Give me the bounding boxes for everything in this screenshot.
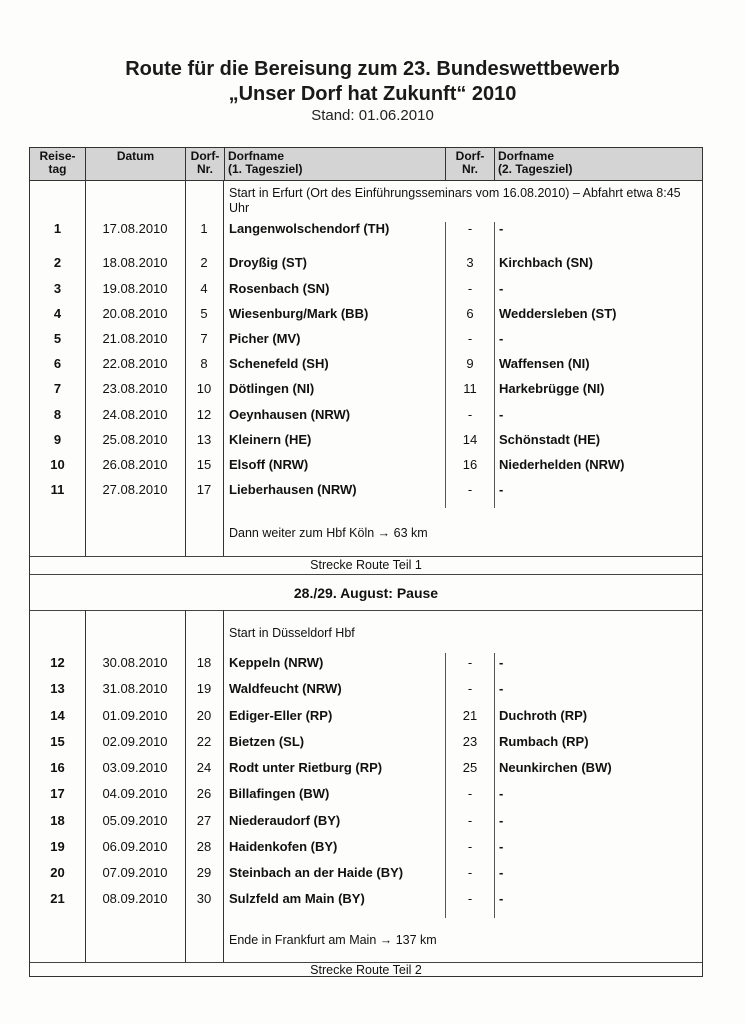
dorfname-1-cell: Billafingen (BW)	[229, 786, 330, 801]
dorfname-1-cell: Langenwolschendorf (TH)	[229, 221, 390, 236]
dorfname-1-cell: Wiesenburg/Mark (BB)	[229, 306, 369, 321]
dorfname-2-cell: Waffensen (NI)	[499, 356, 590, 371]
title-line-2: „Unser Dorf hat Zukunft“ 2010	[228, 83, 517, 105]
header-datum: Datum	[86, 148, 186, 180]
table-row	[30, 378, 702, 400]
dorf-nr-1-cell: 15	[196, 457, 212, 472]
reisetag-cell: 16	[50, 760, 65, 775]
table-row	[30, 678, 702, 700]
dorfname-1-cell: Kleinern (HE)	[229, 432, 312, 447]
dorfname-1-cell: Droyßig (ST)	[229, 255, 307, 270]
dorf-nr-1-cell: 22	[196, 734, 212, 749]
datum-cell: 08.09.2010	[102, 891, 168, 906]
dorf-nr-1-cell: 24	[196, 760, 212, 775]
header-dorf-nr-2: Dorf- Nr.	[446, 148, 495, 180]
dorf-nr-1-cell: 8	[200, 356, 208, 371]
table-row	[30, 652, 702, 674]
dorfname-2-cell: -	[499, 407, 504, 422]
dorf-nr-2-cell: 11	[463, 381, 477, 396]
table-row	[30, 888, 702, 910]
dorfname-1-cell: Rosenbach (SN)	[229, 281, 330, 296]
table-row	[30, 429, 702, 451]
dorf-nr-1-cell: 1	[200, 221, 208, 236]
reisetag-cell: 15	[50, 734, 65, 749]
table-row	[30, 218, 702, 240]
dorfname-1-cell: Lieberhausen (NRW)	[229, 482, 357, 497]
pause-label: 28./29. August: Pause	[293, 585, 439, 601]
dorf-nr-1-cell: 12	[196, 407, 212, 422]
datum-cell: 01.09.2010	[102, 708, 168, 723]
dorfname-2-cell: Kirchbach (SN)	[499, 255, 593, 270]
table-row	[30, 731, 702, 753]
route-table	[29, 147, 703, 977]
dorf-nr-1-cell: 20	[196, 708, 212, 723]
dorf-nr-2-cell: -	[467, 813, 473, 828]
row-divider	[30, 610, 702, 611]
dorf-nr-1-cell: 18	[196, 655, 212, 670]
dorfname-1-cell: Ediger-Eller (RP)	[229, 708, 333, 723]
reisetag-cell: 3	[53, 281, 62, 296]
datum-cell: 04.09.2010	[102, 786, 168, 801]
reisetag-cell: 8	[53, 407, 62, 422]
table-row	[30, 757, 702, 779]
datum-cell: 25.08.2010	[102, 432, 168, 447]
datum-cell: 30.08.2010	[102, 655, 168, 670]
dorf-nr-2-cell: -	[467, 839, 473, 854]
datum-cell: 07.09.2010	[102, 865, 168, 880]
table-row	[30, 353, 702, 375]
part2-end-note: Ende in Frankfurt am Main → 137 km	[229, 933, 437, 947]
dorf-nr-2-cell: -	[467, 281, 473, 296]
reisetag-cell: 2	[53, 255, 62, 270]
part1-start-note: Start in Erfurt (Ort des Einführungsseminars vom 16.08.2010) – Abfahrt etwa 8:45 Uhr	[229, 186, 681, 215]
datum-cell: 31.08.2010	[102, 681, 168, 696]
table-row	[30, 454, 702, 476]
table-row	[30, 303, 702, 325]
dorf-nr-1-cell: 10	[196, 381, 212, 396]
part1-end-note: Dann weiter zum Hbf Köln → 63 km	[229, 526, 428, 540]
reisetag-cell: 21	[50, 891, 65, 906]
reisetag-cell: 10	[50, 457, 65, 472]
dorf-nr-1-cell: 26	[196, 786, 212, 801]
dorf-nr-1-cell: 29	[196, 865, 212, 880]
route-label-teil-1: Strecke Route Teil 1	[310, 558, 422, 572]
dorfname-2-cell: -	[499, 482, 504, 497]
reisetag-cell: 6	[53, 356, 62, 371]
dorfname-1-cell: Steinbach an der Haide (BY)	[229, 865, 404, 880]
reisetag-cell: 1	[53, 221, 62, 236]
route-label-teil-2: Strecke Route Teil 2	[310, 963, 422, 977]
row-divider	[30, 574, 702, 575]
dorf-nr-1-cell: 2	[200, 255, 208, 270]
dorf-nr-2-cell: -	[467, 655, 473, 670]
reisetag-cell: 12	[50, 655, 65, 670]
reisetag-cell: 4	[53, 306, 62, 321]
dorfname-2-cell: -	[499, 813, 504, 828]
dorf-nr-1-cell: 28	[196, 839, 212, 854]
dorf-nr-2-cell: -	[467, 407, 473, 422]
dorf-nr-2-cell: -	[467, 891, 473, 906]
datum-cell: 19.08.2010	[102, 281, 168, 296]
dorf-nr-1-cell: 27	[196, 813, 212, 828]
datum-cell: 02.09.2010	[102, 734, 168, 749]
dorfname-2-cell: Niederhelden (NRW)	[499, 457, 625, 472]
reisetag-cell: 20	[50, 865, 65, 880]
dorfname-1-cell: Dötlingen (NI)	[229, 381, 315, 396]
dorfname-1-cell: Elsoff (NRW)	[229, 457, 309, 472]
document-title	[0, 57, 745, 107]
dorf-nr-1-cell: 30	[196, 891, 212, 906]
dorf-nr-2-cell: 16	[462, 457, 478, 472]
datum-cell: 26.08.2010	[102, 457, 168, 472]
reisetag-cell: 14	[50, 708, 65, 723]
table-row	[30, 862, 702, 884]
datum-cell: 24.08.2010	[102, 407, 168, 422]
dorf-nr-2-cell: 3	[466, 255, 474, 270]
reisetag-cell: 5	[53, 331, 62, 346]
reisetag-cell: 11	[50, 482, 65, 497]
dorf-nr-2-cell: 6	[466, 306, 474, 321]
table-row	[30, 810, 702, 832]
part2-start-note: Start in Düsseldorf Hbf	[229, 626, 355, 640]
header-dorfname-1: Dorfname (1. Tagesziel)	[225, 148, 446, 180]
datum-cell: 23.08.2010	[102, 381, 168, 396]
dorfname-1-cell: Keppeln (NRW)	[229, 655, 324, 670]
dorfname-2-cell: -	[499, 331, 504, 346]
dorfname-1-cell: Schenefeld (SH)	[229, 356, 329, 371]
table-row	[30, 836, 702, 858]
dorfname-1-cell: Picher (MV)	[229, 331, 301, 346]
header-dorf-nr-1: Dorf- Nr.	[186, 148, 225, 180]
dorfname-2-cell: -	[499, 839, 504, 854]
dorfname-2-cell: -	[499, 655, 504, 670]
dorf-nr-2-cell: -	[467, 221, 473, 236]
dorfname-1-cell: Bietzen (SL)	[229, 734, 305, 749]
dorf-nr-2-cell: 25	[462, 760, 478, 775]
datum-cell: 05.09.2010	[102, 813, 168, 828]
dorf-nr-2-cell: 9	[466, 356, 474, 371]
dorfname-2-cell: -	[499, 281, 504, 296]
datum-cell: 17.08.2010	[102, 221, 168, 236]
dorfname-1-cell: Niederaudorf (BY)	[229, 813, 341, 828]
table-row	[30, 278, 702, 300]
header-dorfname-2: Dorfname (2. Tagesziel)	[498, 149, 573, 176]
title-line-1: Route für die Bereisung zum 23. Bundeswettbewerb	[125, 58, 620, 80]
table-row	[30, 252, 702, 274]
table-row	[30, 404, 702, 426]
dorf-nr-2-cell: 21	[462, 708, 478, 723]
dorf-nr-2-cell: -	[467, 865, 473, 880]
dorfname-1-cell: Oeynhausen (NRW)	[229, 407, 351, 422]
dorf-nr-2-cell: 14	[462, 432, 478, 447]
datum-cell: 18.08.2010	[102, 255, 168, 270]
dorf-nr-1-cell: 17	[196, 482, 212, 497]
table-row	[30, 705, 702, 727]
dorfname-1-cell: Sulzfeld am Main (BY)	[229, 891, 365, 906]
dorfname-2-cell: -	[499, 891, 504, 906]
dorfname-2-cell: -	[499, 865, 504, 880]
dorfname-2-cell: Schönstadt (HE)	[499, 432, 601, 447]
dorf-nr-2-cell: -	[467, 482, 473, 497]
reisetag-cell: 13	[50, 681, 65, 696]
dorf-nr-2-cell: 23	[462, 734, 478, 749]
dorfname-2-cell: Weddersleben (ST)	[499, 306, 617, 321]
reisetag-cell: 7	[53, 381, 62, 396]
table-header	[30, 148, 702, 181]
datum-cell: 22.08.2010	[102, 356, 168, 371]
datum-cell: 27.08.2010	[102, 482, 168, 497]
reisetag-cell: 17	[50, 786, 65, 801]
datum-cell: 21.08.2010	[102, 331, 168, 346]
datum-cell: 06.09.2010	[102, 839, 168, 854]
dorf-nr-2-cell: -	[467, 786, 473, 801]
dorf-nr-1-cell: 4	[200, 281, 208, 296]
dorfname-1-cell: Rodt unter Rietburg (RP)	[229, 760, 383, 775]
dorf-nr-1-cell: 13	[196, 432, 212, 447]
dorf-nr-2-cell: -	[467, 681, 473, 696]
reisetag-cell: 18	[50, 813, 65, 828]
reisetag-cell: 9	[53, 432, 62, 447]
dorfname-2-cell: Harkebrügge (NI)	[499, 381, 605, 396]
dorfname-2-cell: Rumbach (RP)	[499, 734, 589, 749]
datum-cell: 20.08.2010	[102, 306, 168, 321]
table-row	[30, 328, 702, 350]
dorfname-2-cell: Neunkirchen (BW)	[499, 760, 612, 775]
dorfname-2-cell: -	[499, 221, 504, 236]
dorf-nr-1-cell: 7	[200, 331, 208, 346]
table-row	[30, 479, 702, 501]
stand-date: Stand: 01.06.2010	[311, 107, 434, 124]
dorfname-2-cell: -	[499, 681, 504, 696]
datum-cell: 03.09.2010	[102, 760, 168, 775]
reisetag-cell: 19	[50, 839, 65, 854]
dorf-nr-1-cell: 5	[200, 306, 208, 321]
dorf-nr-1-cell: 19	[196, 681, 212, 696]
dorfname-2-cell: -	[499, 786, 504, 801]
dorfname-1-cell: Waldfeucht (NRW)	[229, 681, 342, 696]
dorf-nr-2-cell: -	[467, 331, 473, 346]
table-row	[30, 783, 702, 805]
dorfname-2-cell: Duchroth (RP)	[499, 708, 588, 723]
header-reisetag: Reise- tag	[30, 148, 86, 180]
dorfname-1-cell: Haidenkofen (BY)	[229, 839, 338, 854]
